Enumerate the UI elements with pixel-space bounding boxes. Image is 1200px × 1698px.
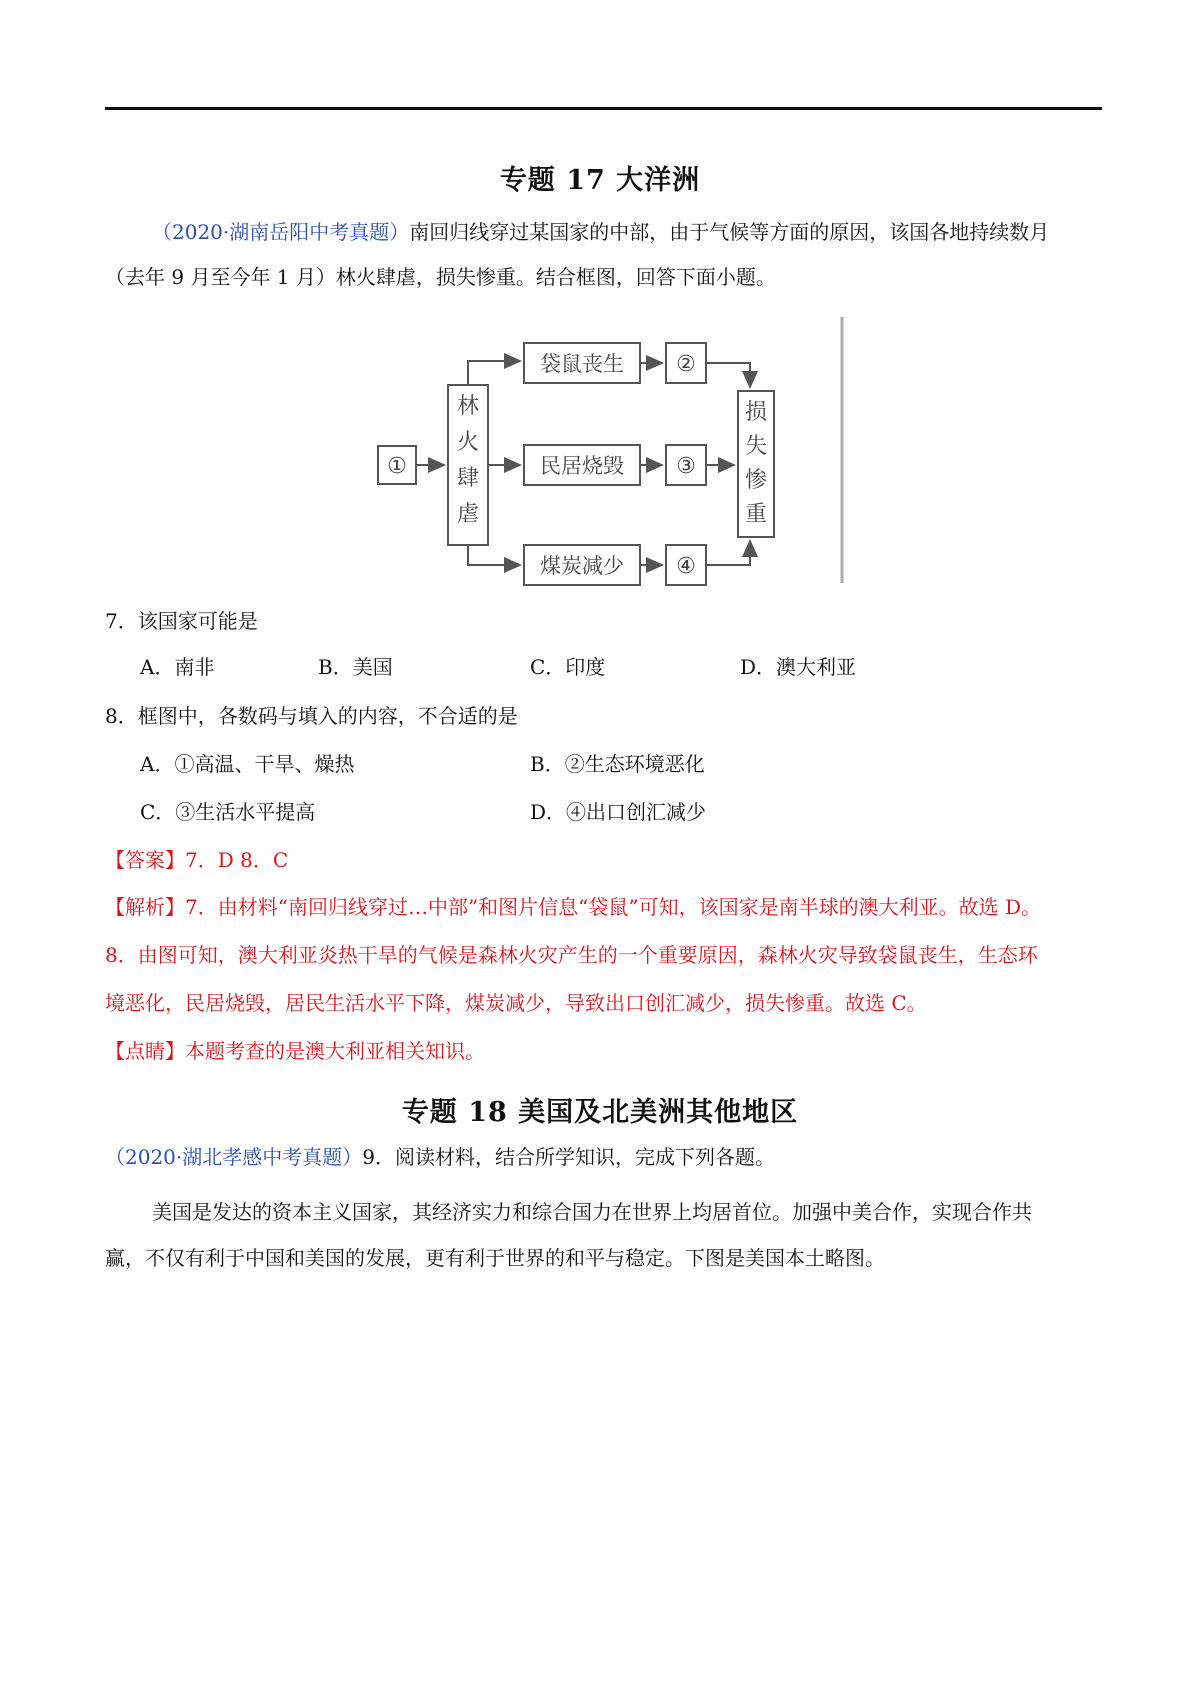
source-tag: （2020·湖南岳阳中考真题） [152,220,410,244]
fire-flow-diagram [370,313,850,588]
diagram-result-2: 失 [744,434,768,459]
intro-text: 南回归线穿过某国家的中部，由于气候等方面的原因，该国各地持续数月 [409,220,1050,244]
diagram-num-4: ④ [676,554,696,579]
diagram-cause-4: 虐 [456,502,480,527]
q9-line [105,1143,775,1171]
diagram-mid-2: 民居烧毁 [540,454,624,478]
diagram-mid-1: 袋鼠丧生 [540,352,624,376]
diagram-num-2: ② [676,352,696,377]
diagram-cause-2: 火 [456,430,480,455]
analysis-line-1: 【解析】7．由材料“南回归线穿过…中部”和图片信息“袋鼠”可知，该国家是南半球的澳大利亚。故选 D。 [105,895,1042,919]
q7-stem: 7．该国家可能是 [105,609,258,633]
diagram-num-3: ③ [676,454,696,479]
diagram-result-3: 惨 [744,468,768,493]
tip-line: 【点睛】本题考查的是澳大利亚相关知识。 [105,1039,485,1063]
q7-option-d: D．澳大利亚 [740,655,857,679]
material-line-1: 美国是发达的资本主义国家，其经济实力和综合国力在世界上均居首位。加强中美合作，实现合作共 [152,1200,1032,1224]
q8-option-c: C．③生活水平提高 [140,800,316,824]
q8-option-a: A．①高温、干旱、燥热 [140,752,355,776]
intro-line-2: （去年 9 月至今年 1 月）林火肆虐，损失惨重。结合框图，回答下面小题。 [105,265,776,289]
diagram-result-4: 重 [744,502,768,527]
diagram-result-1: 损 [744,400,768,425]
section-17-title: 专题 17 大洋洲 [499,165,701,196]
section-18-title: 专题 18 美国及北美洲其他地区 [401,1097,799,1128]
intro-line-1 [152,218,1049,246]
diagram-cause-1: 林 [456,394,480,419]
top-rule [105,107,1102,110]
analysis-line-2: 8．由图可知，澳大利亚炎热干旱的气候是森林火灾产生的一个重要原因，森林火灾导致袋鼠丧生，生态环 [105,943,1038,967]
material-line-2: 赢，不仅有利于中国和美国的发展，更有利于世界的和平与稳定。下图是美国本土略图。 [105,1246,885,1270]
q9-text: 9．阅读材料，结合所学知识，完成下列各题。 [362,1145,775,1169]
q8-stem: 8．框图中，各数码与填入的内容，不合适的是 [105,704,518,728]
q7-option-b: B．美国 [318,655,393,679]
diagram-start-label: ① [387,454,407,479]
q8-option-b: B．②生态环境恶化 [530,752,705,776]
q7-option-c: C．印度 [530,655,606,679]
analysis-line-3: 境恶化，民居烧毁，居民生活水平下降，煤炭减少，导致出口创汇减少，损失惨重。故选 C。 [105,991,927,1015]
diagram-mid-3: 煤炭减少 [540,554,624,578]
q8-option-d: D．④出口创汇减少 [530,800,707,824]
diagram-cause-3: 肆 [456,466,480,491]
q7-option-a: A．南非 [140,655,215,679]
answer-line: 【答案】7．D 8．C [105,848,289,872]
source-tag-18: （2020·湖北孝感中考真题） [105,1145,363,1169]
